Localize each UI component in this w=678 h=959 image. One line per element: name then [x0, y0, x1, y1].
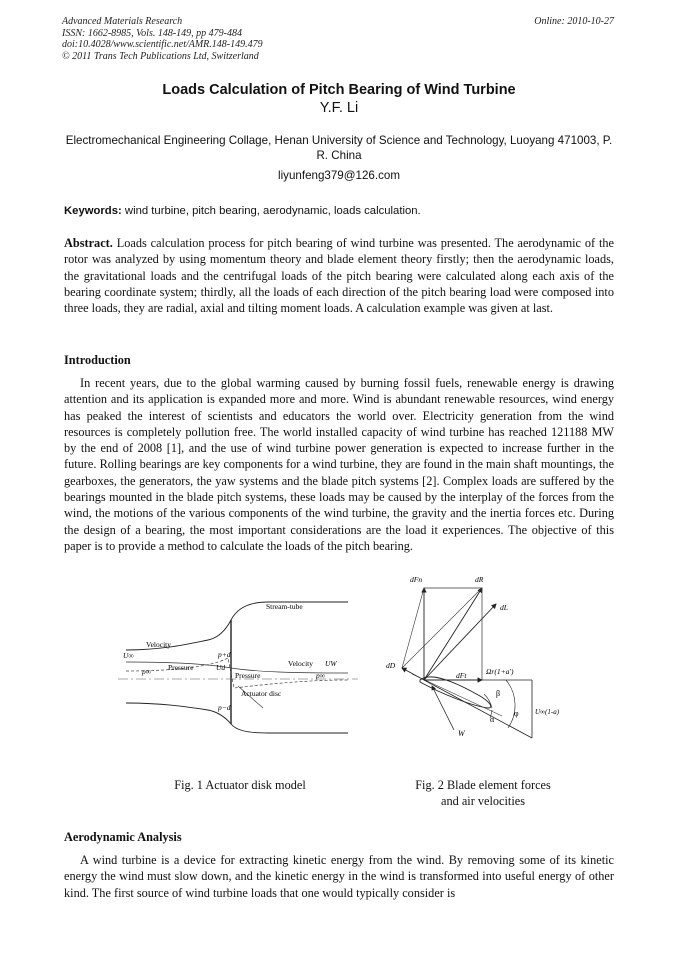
abstract-label: Abstract.	[64, 236, 113, 250]
abstract	[64, 235, 614, 316]
label-dL: dL	[500, 603, 508, 612]
figure2-caption	[383, 777, 583, 809]
vector-dR	[424, 588, 482, 680]
label-uinf: U∞(1-a)	[535, 708, 560, 716]
label-velocity-right: Velocity	[288, 659, 313, 668]
author: Y.F. Li	[319, 100, 359, 116]
label-actuator-disc: Actuator disc	[241, 689, 282, 698]
w-arrow	[432, 686, 454, 730]
label-pd-plus: p+d	[218, 650, 231, 659]
figure1-caption: Fig. 1 Actuator disk model	[174, 778, 306, 792]
email: liyunfeng379@126.com	[278, 169, 400, 182]
figure-blade-element	[372, 568, 560, 738]
label-beta: β	[496, 689, 501, 698]
copyright: © 2011 Trans Tech Publications Ltd, Switzerland	[62, 50, 259, 62]
streamtube-lower	[126, 703, 348, 733]
introduction-text: In recent years, due to the global warming caused by burning fossil fuels, renewable energy is drawing attention and its application is expanded more and more. Wind is abundant renewable resources, wind energy has peaked the interest of scientists and educators the world over. Electricity generation from the wind resources is completely pollution free. The world installed capacity of wind turbine has reached 121188 MW by the end of 2008 [1], and the use of wind turbine power generation is expected to increase further in the future. Rolling bearings are key components for a wind turbine, they are found in the main shaft mountings, the gearboxes, the generators, the yaw systems and the blade pitch systems [2]. Complex loads are suffered by the bearings mounted in the blade pitch systems, these loads may be caused by the interplay of the forces from the wind, the motions of the various components of the wind turbine, the gravity and the inertia forces etc. During the design of a bearing, the most important considerations are the load it experiences. The objective of this paper is to provide a method to calculate the loads of the pitch bearing.	[64, 376, 614, 553]
label-u-inf: U∞	[123, 651, 134, 660]
label-dFn: dFn	[410, 575, 423, 584]
figure2-caption-line1: Fig. 2 Blade element forces	[415, 778, 551, 792]
journal-name: Advanced Materials Research	[62, 16, 183, 27]
label-ud: Ud	[216, 663, 226, 672]
abstract-text: Loads calculation process for pitch bearing of wind turbine was presented. The aerodynamic of the rotor was analyzed by using momentum theory and blade element theory firstly; then the aerodynamic loads, the gravitational loads and the centrifugal loads of the pitch bearing were calculated along each axis of the bearing coordinate system; thirdly, all the loads of each direction of the pitch bearing load were composed into three loads, they are radial, axial and tilting moment loads. A calculation example was given at last.	[64, 236, 614, 316]
keywords-text: wind turbine, pitch bearing, aerodynamic, loads calculation.	[121, 205, 421, 217]
label-uw: UW	[325, 659, 337, 668]
label-streamtube: Stream-tube	[266, 602, 303, 611]
label-dFt: dFt	[456, 671, 467, 680]
keywords-label: Keywords:	[64, 205, 122, 217]
section-heading-introduction: Introduction	[64, 353, 131, 367]
label-pd-minus: p−d	[218, 703, 231, 712]
label-pressure-left: Pressure	[168, 663, 194, 672]
force-left-diag	[402, 588, 424, 668]
label-omega: Ωr(1+a′)	[486, 667, 514, 676]
label-alpha: α	[490, 715, 495, 724]
aerodynamic-text: A wind turbine is a device for extracting kinetic energy from the wind. By removing some of its kinetic energy the wind must slow down, and the kinetic energy in the wind is transformed into useful energy of other kind. The first source of wind turbine loads that one would typically consider is	[64, 853, 614, 900]
label-W: W	[458, 729, 465, 738]
online-date: Online: 2010-10-27	[534, 16, 614, 27]
label-p-inf-right: p∞	[316, 671, 326, 680]
phi-arc	[506, 680, 515, 728]
paper-title: Loads Calculation of Pitch Bearing of Wind Turbine	[162, 82, 516, 98]
affiliation: Electromechanical Engineering Collage, Henan University of Science and Technology, Luoyang 471003, P. R. China	[65, 134, 613, 162]
label-phi: φ	[514, 709, 519, 718]
label-pressure-right: Pressure	[235, 671, 261, 680]
section-heading-aerodynamic: Aerodynamic Analysis	[64, 830, 182, 844]
figure-actuator-disk	[118, 600, 358, 735]
figure2-caption-line2: and air velocities	[441, 794, 525, 808]
issn: ISSN: 1662-8985, Vols. 148-149, pp 479-484	[62, 27, 242, 39]
label-p-inf: p∞	[142, 667, 152, 676]
label-velocity-left: Velocity	[146, 640, 171, 649]
force-diagonal	[402, 588, 482, 668]
label-dD: dD	[386, 661, 396, 670]
doi: doi:10.4028/www.scientific.net/AMR.148-149.479	[62, 39, 263, 50]
keywords	[64, 205, 624, 217]
label-dR: dR	[475, 575, 484, 584]
airfoil-shape	[420, 677, 491, 708]
